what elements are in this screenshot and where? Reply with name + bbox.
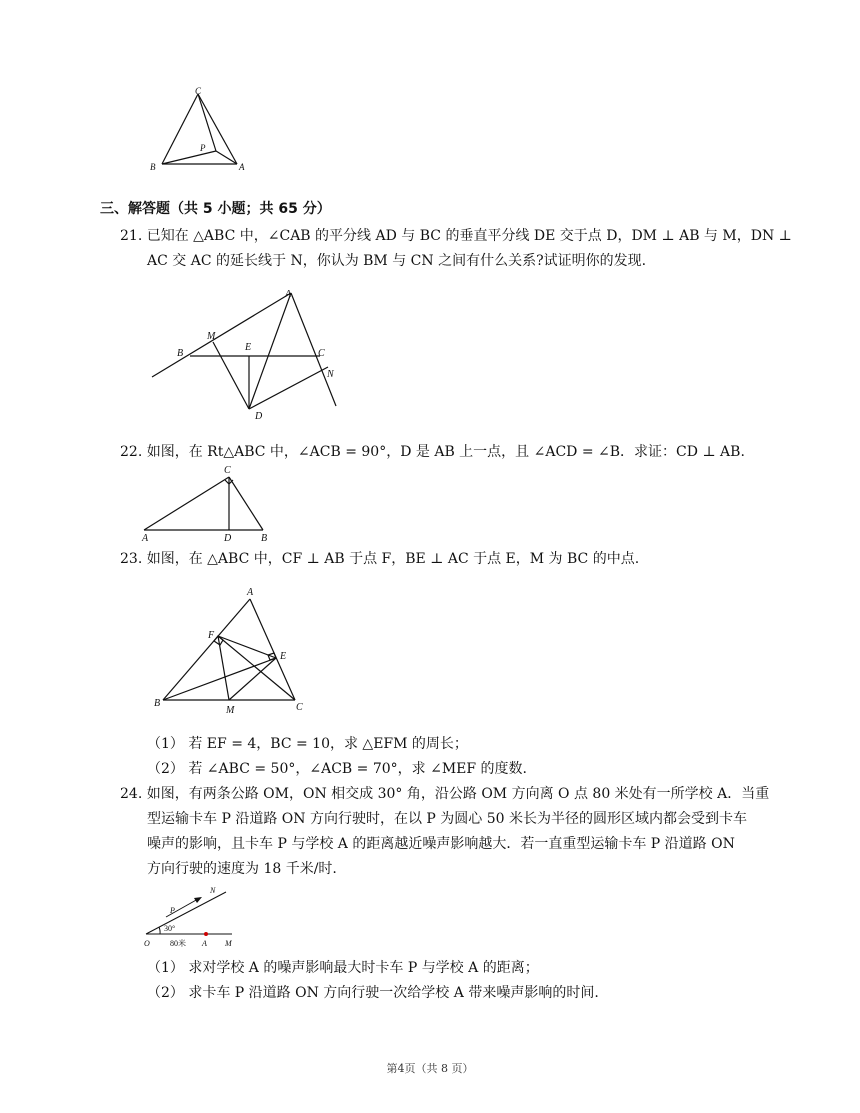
label-o: O <box>144 939 150 948</box>
q21-line2: AC 交 AC 的延长线于 N，你认为 BM 与 CN 之间有什么关系?试证明你的发现. <box>147 253 647 269</box>
label-b: B <box>261 533 268 544</box>
label-b: B <box>154 698 161 709</box>
label-f: F <box>208 630 215 641</box>
label-p: P <box>200 143 206 153</box>
label-a: A <box>285 289 292 300</box>
label-dist: 80米 <box>170 939 186 948</box>
q24-line1: 24. 如图，有两条公路 OM，ON 相交成 30° 角，沿公路 OM 方向离 O 点 80 米处有一所学校 A．当重 <box>120 786 770 802</box>
q23-line1: 23. 如图，在 △ABC 中，CF ⊥ AB 于点 F，BE ⊥ AC 于点 E，M 为 BC 的中点. <box>120 551 640 567</box>
figure-q22 <box>138 462 273 545</box>
q23-sub1: （1） 若 EF = 4，BC = 10，求 △EFM 的周长； <box>147 736 468 752</box>
q24-sub1: （1） 求对学校 A 的噪声影响最大时卡车 P 与学校 A 的距离； <box>147 960 539 976</box>
label-c: C <box>195 86 202 96</box>
q21-line1: 21. 已知在 △ABC 中，∠CAB 的平分线 AD 与 BC 的垂直平分线 DE 交于点 D，DM ⊥ AB 与 M，DN ⊥ <box>120 228 792 244</box>
label-angle: 30° <box>164 924 176 933</box>
label-n: N <box>210 886 216 895</box>
figure-q24 <box>140 884 250 948</box>
q23-sub2: （2） 若 ∠ABC = 50°，∠ACB = 70°，求 ∠MEF 的度数. <box>147 761 527 777</box>
label-p: P <box>170 906 175 915</box>
label-c: C <box>224 465 231 476</box>
figure-triangle-p <box>140 84 260 176</box>
label-a: A <box>247 587 254 598</box>
q24-line2: 型运输卡车 P 沿道路 ON 方向行驶时，在以 P 为圆心 50 米长为半径的圆形区域内都会受到卡车 <box>147 811 747 827</box>
figure-q21 <box>145 283 350 423</box>
label-b: B <box>150 162 156 172</box>
label-n: N <box>327 369 334 380</box>
q22-line1: 22. 如图，在 Rt△ABC 中，∠ACB = 90°，D 是 AB 上一点，且 ∠ACD = ∠B．求证：CD ⊥ AB. <box>120 444 745 460</box>
label-e: E <box>245 342 252 353</box>
label-m: M <box>225 939 232 948</box>
label-a: A <box>142 533 149 544</box>
figure-q23 <box>150 582 310 720</box>
q24-sub2: （2） 求卡车 P 沿道路 ON 方向行驶一次给学校 A 带来噪声影响的时间. <box>147 985 599 1001</box>
label-c: C <box>296 702 303 713</box>
page-footer: 第4页（共 8 页） <box>386 1062 474 1075</box>
label-d: D <box>224 533 232 544</box>
label-m: M <box>226 705 235 716</box>
label-e: E <box>280 651 287 662</box>
label-a: A <box>202 939 207 948</box>
label-d: D <box>255 411 263 422</box>
section-heading: 三、解答题（共 5 小题；共 65 分） <box>100 201 331 217</box>
label-m: M <box>207 331 216 342</box>
label-b: B <box>177 348 184 359</box>
label-a: A <box>239 162 245 172</box>
q24-line3: 噪声的影响，且卡车 P 与学校 A 的距离越近噪声影响越大．若一直重型运输卡车 P 沿道路 ON <box>147 836 735 852</box>
label-c: C <box>318 348 325 359</box>
q24-line4: 方向行驶的速度为 18 千米/时. <box>147 861 337 877</box>
